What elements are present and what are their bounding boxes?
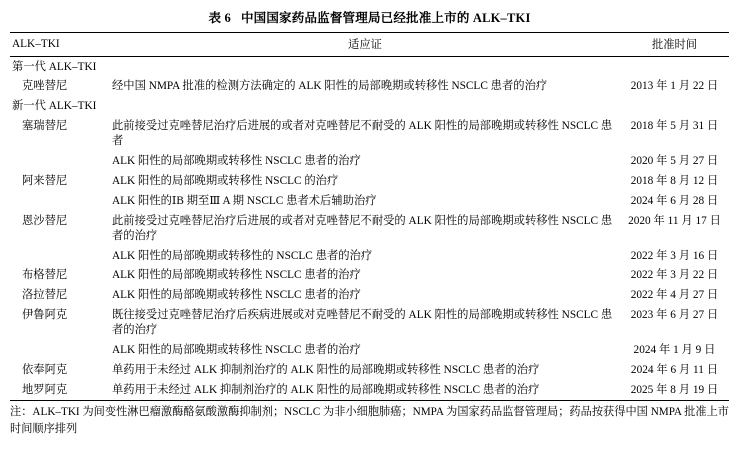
cell-indication: 既往接受过克唑替尼治疗后疾病进展或对克唑替尼不耐受的 ALK 阳性的局部晚期或转移性 NSCLC 患者的治疗 <box>112 309 613 337</box>
cell-drug: 克唑替尼 <box>22 80 68 93</box>
cell-indication: 单药用于未经过 ALK 抑制剂治疗的 ALK 阳性的局部晚期或转移性 NSCLC 患者的治疗 <box>110 380 620 400</box>
generation-label: 新一代 ALK–TKI <box>12 100 97 113</box>
cell-approval-date: 2013 年 1 月 22 日 <box>630 80 719 93</box>
cell-drug <box>10 341 110 361</box>
cell-indication: ALK 阳性的局部晚期或转移性 NSCLC 患者的治疗 <box>112 269 361 282</box>
cell-drug: 伊鲁阿克 <box>22 309 68 322</box>
cell-approval-date: 2025 年 8 月 19 日 <box>620 380 729 400</box>
table-notes: 注：ALK–TKI 为间变性淋巴瘤激酶酪氨酸激酶抑制剂；NSCLC 为非小细胞肺癌；NMPA 为国家药品监督管理局；药品按获得中国 NMPA 批准上市时间顺序排列 <box>10 406 729 435</box>
table-row <box>10 211 729 246</box>
table-row <box>10 152 729 172</box>
cell-drug <box>10 191 110 211</box>
cell-indication: ALK 阳性的局部晚期或转移性 NSCLC 患者的治疗 <box>112 289 361 302</box>
header-date: 批准时间 <box>620 33 729 57</box>
cell-approval-date: 2022 年 3 月 16 日 <box>630 249 719 262</box>
cell-approval-date: 2022 年 3 月 22 日 <box>630 269 719 282</box>
cell-drug: 塞瑞替尼 <box>22 120 68 133</box>
table-row <box>10 171 729 191</box>
header-indication: 适应证 <box>110 33 620 57</box>
cell-drug: 地罗阿克 <box>10 380 110 400</box>
table-caption-text: 中国国家药品监督管理局已经批准上市的 ALK–TKI <box>240 11 531 25</box>
table-row <box>10 191 729 211</box>
cell-approval-date: 2024 年 6 月 28 日 <box>630 194 719 207</box>
cell-approval-date: 2024 年 6 月 11 日 <box>630 364 719 376</box>
cell-indication: 单药用于未经过 ALK 抑制剂治疗的 ALK 阳性的局部晚期或转移性 NSCLC 患者的治疗 <box>112 364 540 376</box>
cell-approval-date: 2023 年 6 月 27 日 <box>630 309 719 322</box>
table-row-generation <box>10 97 729 117</box>
header-drug: ALK–TKI <box>10 33 110 57</box>
cell-indication: ALK 阳性的ⅠB 期至Ⅲ A 期 NSCLC 患者术后辅助治疗 <box>112 194 377 207</box>
table-caption <box>10 8 729 26</box>
table-row-generation <box>10 57 729 77</box>
cell-indication: ALK 阳性的局部晚期或转移性 NSCLC 患者的治疗 <box>112 155 361 168</box>
table-row <box>10 286 729 306</box>
cell-drug <box>10 246 110 266</box>
cell-indication: 经中国 NMPA 批准的检测方法确定的 ALK 阳性的局部晚期或转移性 NSCLC 患者的治疗 <box>112 80 548 93</box>
cell-approval-date: 2020 年 11 月 17 日 <box>628 214 721 227</box>
cell-approval-date: 2018 年 5 月 31 日 <box>630 120 719 133</box>
table-row <box>10 380 729 400</box>
cell-approval-date: 2018 年 8 月 12 日 <box>630 174 719 187</box>
table-row <box>10 77 729 97</box>
table-row <box>10 341 729 361</box>
cell-approval-date: 2020 年 5 月 27 日 <box>630 155 719 168</box>
table-row <box>10 266 729 286</box>
table-row <box>10 117 729 152</box>
table-body <box>10 57 729 401</box>
cell-indication: ALK 阳性的局部晚期或转移性 NSCLC 患者的治疗 <box>112 344 361 357</box>
cell-approval-date: 2022 年 4 月 27 日 <box>630 289 719 302</box>
table-header-row <box>10 33 729 57</box>
cell-indication: ALK 阳性的局部晚期或转移性的 NSCLC 患者的治疗 <box>112 249 373 262</box>
cell-drug: 阿来替尼 <box>22 174 68 187</box>
cell-drug: 洛拉替尼 <box>22 289 68 302</box>
generation-label: 第一代 ALK–TKI <box>12 60 97 73</box>
cell-indication: ALK 阳性的局部晚期或转移性 NSCLC 的治疗 <box>112 174 339 187</box>
cell-approval-date: 2024 年 1 月 9 日 <box>633 344 716 357</box>
cell-drug: 布格替尼 <box>22 269 68 282</box>
table-caption-label: 表 6 <box>208 11 231 25</box>
cell-indication: 此前接受过克唑替尼治疗后进展的或者对克唑替尼不耐受的 ALK 阳性的局部晚期或转移性 NSCLC 患者的治疗 <box>112 214 613 242</box>
cell-drug <box>10 152 110 172</box>
table-row <box>10 306 729 341</box>
cell-drug: 恩沙替尼 <box>22 214 68 227</box>
cell-indication: 此前接受过克唑替尼治疗后进展的或者对克唑替尼不耐受的 ALK 阳性的局部晚期或转移性 NSCLC 患者 <box>112 120 613 148</box>
alk-tki-table <box>10 32 729 401</box>
cell-drug: 依奉阿克 <box>22 364 68 376</box>
table-row <box>10 361 729 381</box>
table-head <box>10 33 729 57</box>
table-row <box>10 246 729 266</box>
